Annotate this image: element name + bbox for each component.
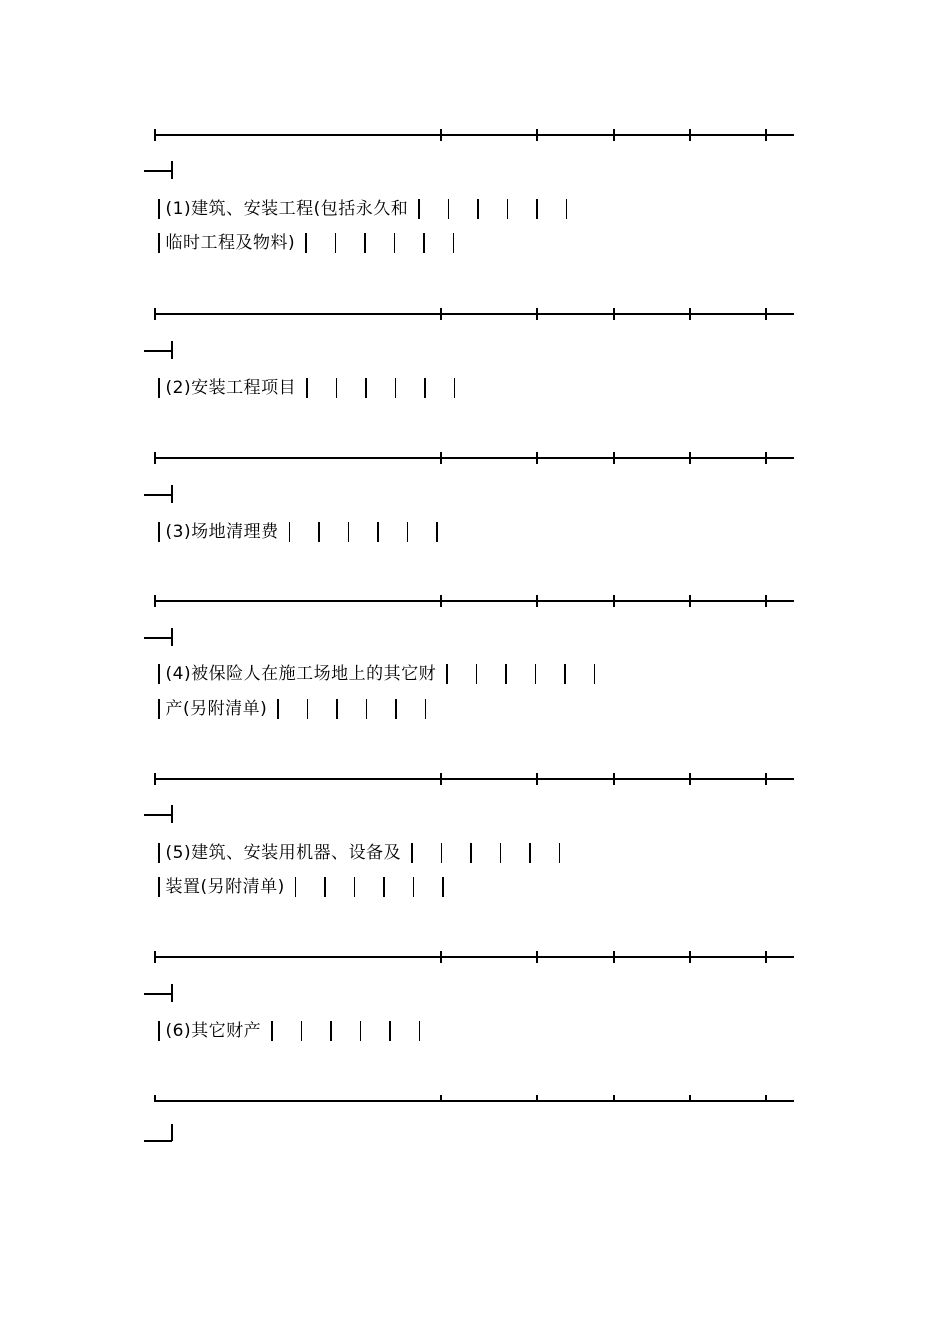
row-label: 临时工程及物料): [165, 233, 296, 253]
table-corner: [144, 161, 174, 179]
table-rule: [154, 595, 794, 607]
row-label: (5)建筑、安装用机器、设备及: [165, 843, 402, 863]
row-label: (2)安装工程项目: [165, 378, 297, 398]
row-label: (6)其它财产: [165, 1021, 262, 1041]
table-rule: [154, 951, 794, 963]
row-label: (1)建筑、安装工程(包括永久和: [165, 199, 409, 219]
table-bottom-rule: [154, 1095, 794, 1107]
row-label: (4)被保险人在施工场地上的其它财: [165, 664, 437, 684]
table-row-1-line-2: [158, 231, 482, 255]
table-row-5-line-2: [158, 875, 472, 899]
table-row-3: [158, 520, 466, 544]
table-rule: [154, 773, 794, 785]
row-label: (3)场地清理费: [165, 522, 279, 542]
table-corner: [144, 805, 174, 823]
table-corner: [144, 1124, 174, 1142]
row-label: 装置(另附清单): [165, 877, 285, 897]
table-corner: [144, 984, 174, 1002]
table-row-4-line-1: [158, 662, 623, 686]
table-row-6: [158, 1019, 448, 1043]
table-row-5-line-1: [158, 841, 588, 865]
table-rule: [154, 308, 794, 320]
table-row-1-line-1: [158, 197, 595, 221]
table-corner: [144, 628, 174, 646]
row-label: 产(另附清单): [165, 699, 268, 719]
table-corner: [144, 485, 174, 503]
table-rule: [154, 452, 794, 464]
table-rule: [154, 129, 794, 141]
table-corner: [144, 341, 174, 359]
table-row-4-line-2: [158, 697, 454, 721]
table-row-2: [158, 376, 483, 400]
